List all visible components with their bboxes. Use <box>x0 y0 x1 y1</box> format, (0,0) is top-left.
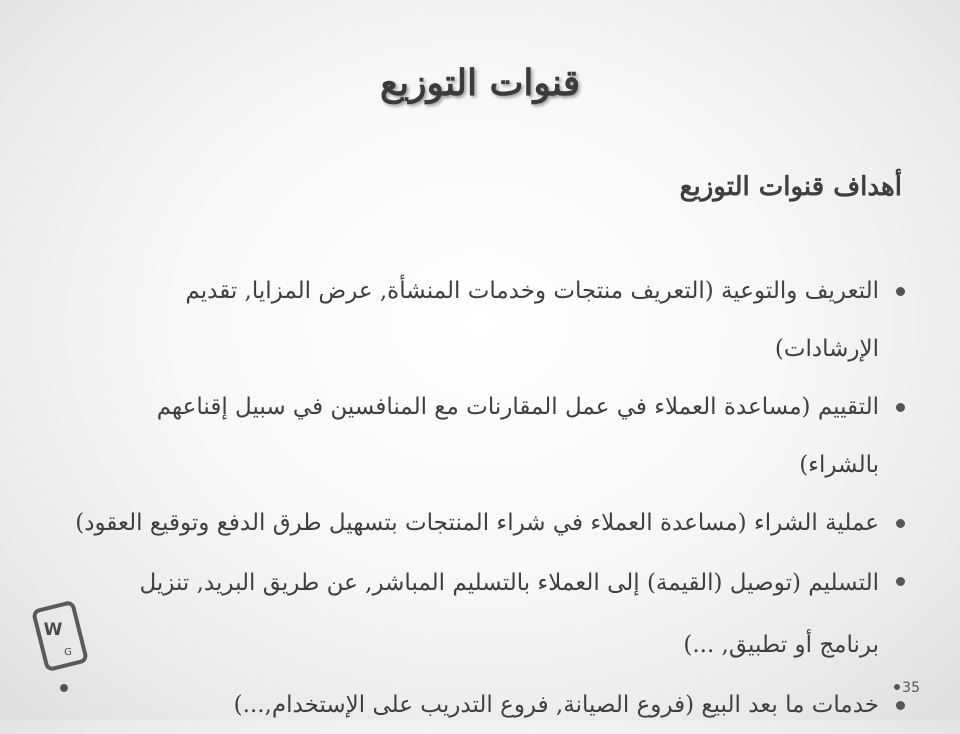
footer-dot-left <box>60 684 68 692</box>
list-item <box>75 494 905 552</box>
list-item-text: التسليم (توصيل (القيمة) إلى العملاء بالتسليم المباشر, عن طريق البريد, تنزيل برنامج أو تطبيق, ...) <box>139 570 879 658</box>
list-item-text: التقييم (مساعدة العملاء في عمل المقارنات مع المنافسين في سبيل إقناعهم بالشراء) <box>156 394 879 478</box>
bullet-icon <box>896 287 905 296</box>
slide-title: قنوات التوزيع <box>379 62 581 104</box>
list-item <box>75 378 905 494</box>
logo-letter-g: G <box>64 647 72 658</box>
wg-logo-icon <box>28 600 92 672</box>
list-item-text: خدمات ما بعد البيع (فروع الصيانة, فروع التدريب على الإستخدام,...) <box>233 692 879 718</box>
footer-dot-right <box>894 684 900 690</box>
list-item <box>75 676 905 734</box>
page-number: 35 <box>902 680 920 696</box>
bullet-icon <box>896 403 905 412</box>
bullet-icon <box>896 577 905 586</box>
section-subtitle: أهداف قنوات التوزيع <box>679 172 902 202</box>
logo-letter-w: W <box>43 620 63 640</box>
bullet-icon <box>896 701 905 710</box>
objectives-list <box>75 262 905 734</box>
list-item-text: التعريف والتوعية (التعريف منتجات وخدمات المنشأة, عرض المزايا, تقديم الإرشادات) <box>185 278 879 362</box>
list-item <box>75 552 905 676</box>
list-item <box>75 262 905 378</box>
bullet-icon <box>896 519 905 528</box>
list-item-text: عملية الشراء (مساعدة العملاء في شراء المنتجات بتسهيل طرق الدفع وتوقيع العقود) <box>75 510 879 536</box>
